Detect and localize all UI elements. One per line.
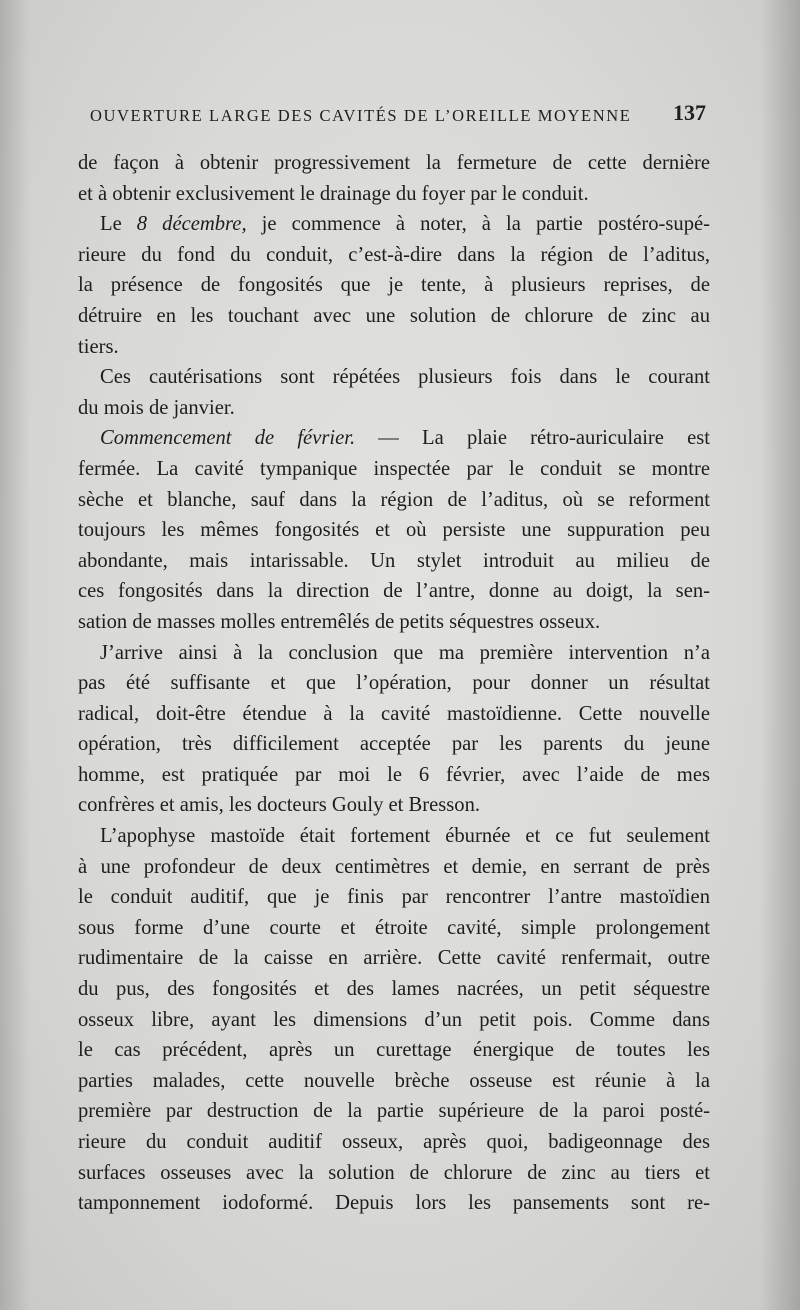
text-line: rieure du fond du conduit, c’est-à-dire dans la région de l’aditus, <box>78 243 710 266</box>
text-line: abondante, mais intarissable. Un stylet introduit au milieu de <box>78 549 710 572</box>
page-number: 137 <box>673 100 706 125</box>
text-line: opération, très difficilement acceptée par les parents du jeune <box>78 733 710 756</box>
text-line: surfaces osseuses avec la solution de chlorure de zinc au tiers et <box>78 1161 710 1184</box>
page-header <box>80 100 708 136</box>
text-line: tamponnement iodoformé. Depuis lors les pansements sont re- <box>78 1192 710 1215</box>
text-line: confrères et amis, les docteurs Gouly et Bresson. <box>78 794 481 817</box>
text-run: Le <box>100 213 137 236</box>
text-line <box>78 423 710 454</box>
page-edge-shadow-right <box>760 0 800 1310</box>
text-line: à une profondeur de deux centimètres et demie, en serrant de près <box>78 855 710 878</box>
text-line <box>78 209 710 240</box>
text-line: osseux libre, ayant les dimensions d’un petit pois. Comme dans <box>78 1008 710 1031</box>
text-line: J’arrive ainsi à la conclusion que ma première intervention n’a <box>100 641 710 664</box>
text-line: homme, est pratiquée par moi le 6 février, avec l’aide de mes <box>78 763 710 786</box>
text-line: rieure du conduit auditif osseux, après quoi, badigeonnage des <box>78 1131 710 1153</box>
text-line: détruire en les touchant avec une solution de chlorure de zinc au <box>78 304 710 327</box>
body-text <box>78 148 710 1219</box>
text-line: première par destruction de la partie supérieure de la paroi posté- <box>78 1100 710 1123</box>
text-line: pas été suffisante et que l’opération, pour donner un résultat <box>78 672 710 695</box>
text-line: parties malades, cette nouvelle brèche osseuse est réunie à la <box>78 1069 710 1092</box>
text-line: de façon à obtenir progressivement la fermeture de cette dernière <box>78 152 710 174</box>
text-line: le conduit auditif, que je finis par rencontrer l’antre mastoïdien <box>78 886 710 909</box>
text-line: la présence de fongosités que je tente, à plusieurs reprises, de <box>78 274 710 297</box>
text-line: L’apophyse mastoïde était fortement éburnée et ce fut seulement <box>100 825 710 848</box>
text-line: du pus, des fongosités et des lames nacrées, un petit séquestre <box>78 978 710 1001</box>
page-edge-shadow-left <box>0 0 30 1310</box>
text-line: tiers. <box>78 335 119 358</box>
text-line: sous forme d’une courte et étroite cavité, simple prolongement <box>78 916 710 939</box>
text-line: sèche et blanche, sauf dans la région de l’aditus, où se reforment <box>78 488 710 511</box>
date-italic: 8 décembre, <box>136 213 247 236</box>
section-heading-italic: Commencement de février. <box>100 427 356 450</box>
text-line: Ces cautérisations sont répétées plusieurs fois dans le courant <box>100 366 710 389</box>
text-run: — La plaie rétro-auriculaire est <box>355 427 710 450</box>
text-line: le cas précédent, après un curettage énergique de toutes les <box>78 1039 710 1062</box>
text-line: du mois de janvier. <box>78 396 235 419</box>
running-title: OUVERTURE LARGE DES CAVITÉS DE L’OREILLE MOYENNE <box>90 106 632 125</box>
text-line: fermée. La cavité tympanique inspectée par le conduit se montre <box>78 457 710 480</box>
text-line: sation de masses molles entremêlés de petits séquestres osseux. <box>78 610 601 633</box>
text-line: et à obtenir exclusivement le drainage du foyer par le conduit. <box>78 182 589 205</box>
text-line: ces fongosités dans la direction de l’antre, donne au doigt, la sen- <box>78 580 710 603</box>
text-line: toujours les mêmes fongosités et où persiste une suppuration peu <box>78 519 710 542</box>
text-run: je commence à noter, à la partie postéro-supé- <box>246 213 710 236</box>
text-line: radical, doit-être étendue à la cavité mastoïdienne. Cette nouvelle <box>78 702 710 725</box>
text-line: rudimentaire de la caisse en arrière. Cette cavité renfermait, outre <box>78 947 710 970</box>
